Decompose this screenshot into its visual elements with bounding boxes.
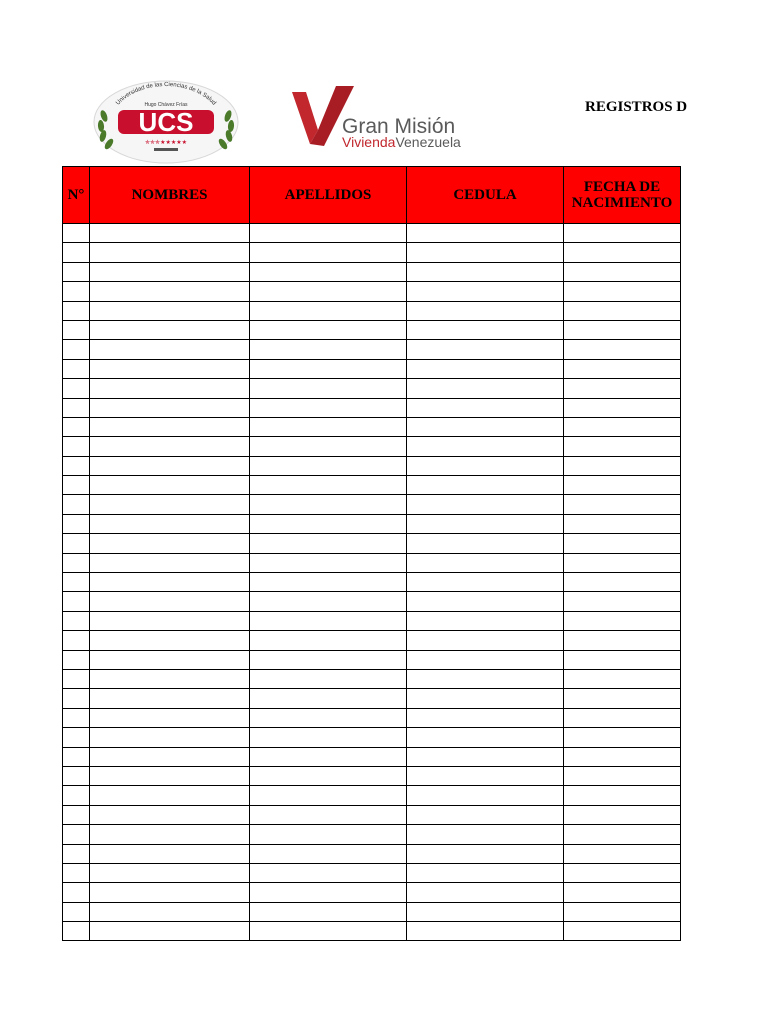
cell-cedula[interactable] bbox=[407, 320, 564, 339]
cell-cedula[interactable] bbox=[407, 534, 564, 553]
cell-cedula[interactable] bbox=[407, 340, 564, 359]
cell-cedula[interactable] bbox=[407, 844, 564, 863]
cell-number[interactable] bbox=[63, 553, 90, 572]
cell-fecha-nacimiento[interactable] bbox=[564, 359, 681, 378]
cell-number[interactable] bbox=[63, 922, 90, 941]
table-row bbox=[63, 611, 681, 630]
table-row bbox=[63, 320, 681, 339]
table-row bbox=[63, 863, 681, 882]
registration-table bbox=[62, 166, 681, 941]
table-row bbox=[63, 476, 681, 495]
cell-apellidos[interactable] bbox=[250, 282, 407, 301]
cell-apellidos[interactable] bbox=[250, 669, 407, 688]
column-header-cedula: CEDULA bbox=[407, 167, 564, 224]
cell-fecha-nacimiento[interactable] bbox=[564, 922, 681, 941]
table-row bbox=[63, 340, 681, 359]
cell-cedula[interactable] bbox=[407, 456, 564, 475]
cell-fecha-nacimiento[interactable] bbox=[564, 805, 681, 824]
ucs-stars-icon: ✯✯✯★★★★★ bbox=[145, 139, 187, 146]
cell-nombres[interactable] bbox=[90, 573, 250, 592]
cell-cedula[interactable] bbox=[407, 262, 564, 281]
cell-apellidos[interactable] bbox=[250, 456, 407, 475]
table-row bbox=[63, 883, 681, 902]
cell-fecha-nacimiento[interactable] bbox=[564, 573, 681, 592]
table-body bbox=[63, 224, 681, 941]
cell-nombres[interactable] bbox=[90, 902, 250, 921]
cell-number[interactable] bbox=[63, 573, 90, 592]
cell-apellidos[interactable] bbox=[250, 766, 407, 785]
cell-cedula[interactable] bbox=[407, 825, 564, 844]
cell-nombres[interactable] bbox=[90, 766, 250, 785]
cell-fecha-nacimiento[interactable] bbox=[564, 456, 681, 475]
cell-cedula[interactable] bbox=[407, 786, 564, 805]
cell-number[interactable] bbox=[63, 282, 90, 301]
cell-fecha-nacimiento[interactable] bbox=[564, 747, 681, 766]
cell-cedula[interactable] bbox=[407, 863, 564, 882]
cell-fecha-nacimiento[interactable] bbox=[564, 495, 681, 514]
table-row bbox=[63, 495, 681, 514]
cell-apellidos[interactable] bbox=[250, 631, 407, 650]
cell-apellidos[interactable] bbox=[250, 883, 407, 902]
cell-fecha-nacimiento[interactable] bbox=[564, 592, 681, 611]
cell-apellidos[interactable] bbox=[250, 534, 407, 553]
cell-number[interactable] bbox=[63, 476, 90, 495]
cell-number[interactable] bbox=[63, 669, 90, 688]
table-row bbox=[63, 805, 681, 824]
cell-number[interactable] bbox=[63, 437, 90, 456]
table-row bbox=[63, 398, 681, 417]
cell-nombres[interactable] bbox=[90, 417, 250, 436]
cell-number[interactable] bbox=[63, 650, 90, 669]
table-row bbox=[63, 514, 681, 533]
cell-number[interactable] bbox=[63, 379, 90, 398]
table-row bbox=[63, 728, 681, 747]
table-row bbox=[63, 282, 681, 301]
cell-cedula[interactable] bbox=[407, 902, 564, 921]
table-row bbox=[63, 534, 681, 553]
table-row bbox=[63, 844, 681, 863]
cell-cedula[interactable] bbox=[407, 669, 564, 688]
ucs-arc-text: Universidad de las Ciencias de la Salud bbox=[115, 81, 217, 107]
cell-cedula[interactable] bbox=[407, 883, 564, 902]
cell-number[interactable] bbox=[63, 805, 90, 824]
cell-fecha-nacimiento[interactable] bbox=[564, 282, 681, 301]
cell-number[interactable] bbox=[63, 301, 90, 320]
cell-apellidos[interactable] bbox=[250, 301, 407, 320]
cell-fecha-nacimiento[interactable] bbox=[564, 786, 681, 805]
cell-apellidos[interactable] bbox=[250, 825, 407, 844]
table-row bbox=[63, 825, 681, 844]
table-row bbox=[63, 379, 681, 398]
cell-apellidos[interactable] bbox=[250, 728, 407, 747]
cell-nombres[interactable] bbox=[90, 611, 250, 630]
cell-fecha-nacimiento[interactable] bbox=[564, 243, 681, 262]
cell-nombres[interactable] bbox=[90, 631, 250, 650]
cell-apellidos[interactable] bbox=[250, 476, 407, 495]
cell-nombres[interactable] bbox=[90, 553, 250, 572]
cell-cedula[interactable] bbox=[407, 437, 564, 456]
cell-cedula[interactable] bbox=[407, 514, 564, 533]
ucs-book-icon bbox=[154, 148, 178, 151]
cell-nombres[interactable] bbox=[90, 805, 250, 824]
table-row bbox=[63, 631, 681, 650]
cell-nombres[interactable] bbox=[90, 728, 250, 747]
table-row bbox=[63, 456, 681, 475]
cell-apellidos[interactable] bbox=[250, 902, 407, 921]
cell-nombres[interactable] bbox=[90, 514, 250, 533]
cell-number[interactable] bbox=[63, 398, 90, 417]
cell-apellidos[interactable] bbox=[250, 359, 407, 378]
cell-fecha-nacimiento[interactable] bbox=[564, 320, 681, 339]
cell-cedula[interactable] bbox=[407, 805, 564, 824]
table-row bbox=[63, 689, 681, 708]
cell-fecha-nacimiento[interactable] bbox=[564, 902, 681, 921]
cell-apellidos[interactable] bbox=[250, 922, 407, 941]
document-title: REGISTROS D bbox=[585, 99, 688, 115]
gmvv-line1: Gran Misión bbox=[342, 115, 456, 138]
cell-apellidos[interactable] bbox=[250, 379, 407, 398]
cell-nombres[interactable] bbox=[90, 592, 250, 611]
cell-nombres[interactable] bbox=[90, 437, 250, 456]
table-row bbox=[63, 922, 681, 941]
gmvv-logo bbox=[288, 82, 478, 152]
cell-fecha-nacimiento[interactable] bbox=[564, 708, 681, 727]
cell-nombres[interactable] bbox=[90, 689, 250, 708]
cell-fecha-nacimiento[interactable] bbox=[564, 398, 681, 417]
cell-apellidos[interactable] bbox=[250, 708, 407, 727]
cell-cedula[interactable] bbox=[407, 747, 564, 766]
cell-nombres[interactable] bbox=[90, 340, 250, 359]
cell-fecha-nacimiento[interactable] bbox=[564, 514, 681, 533]
cell-fecha-nacimiento[interactable] bbox=[564, 476, 681, 495]
cell-number[interactable] bbox=[63, 708, 90, 727]
cell-number[interactable] bbox=[63, 786, 90, 805]
cell-apellidos[interactable] bbox=[250, 863, 407, 882]
cell-nombres[interactable] bbox=[90, 786, 250, 805]
cell-nombres[interactable] bbox=[90, 320, 250, 339]
cell-cedula[interactable] bbox=[407, 359, 564, 378]
cell-number[interactable] bbox=[63, 689, 90, 708]
cell-fecha-nacimiento[interactable] bbox=[564, 417, 681, 436]
cell-fecha-nacimiento[interactable] bbox=[564, 553, 681, 572]
column-header-nombres: NOMBRES bbox=[90, 167, 250, 224]
cell-apellidos[interactable] bbox=[250, 437, 407, 456]
cell-nombres[interactable] bbox=[90, 456, 250, 475]
cell-nombres[interactable] bbox=[90, 398, 250, 417]
cell-fecha-nacimiento[interactable] bbox=[564, 301, 681, 320]
cell-number[interactable] bbox=[63, 534, 90, 553]
cell-number[interactable] bbox=[63, 863, 90, 882]
cell-cedula[interactable] bbox=[407, 398, 564, 417]
table-row bbox=[63, 224, 681, 243]
table-row bbox=[63, 437, 681, 456]
cell-nombres[interactable] bbox=[90, 708, 250, 727]
table-row bbox=[63, 766, 681, 785]
cell-nombres[interactable] bbox=[90, 669, 250, 688]
cell-nombres[interactable] bbox=[90, 282, 250, 301]
cell-nombres[interactable] bbox=[90, 844, 250, 863]
cell-fecha-nacimiento[interactable] bbox=[564, 631, 681, 650]
cell-number[interactable] bbox=[63, 514, 90, 533]
cell-cedula[interactable] bbox=[407, 592, 564, 611]
cell-apellidos[interactable] bbox=[250, 650, 407, 669]
table-row bbox=[63, 708, 681, 727]
cell-apellidos[interactable] bbox=[250, 844, 407, 863]
cell-fecha-nacimiento[interactable] bbox=[564, 883, 681, 902]
table-row bbox=[63, 747, 681, 766]
cell-apellidos[interactable] bbox=[250, 224, 407, 243]
cell-cedula[interactable] bbox=[407, 922, 564, 941]
cell-apellidos[interactable] bbox=[250, 553, 407, 572]
cell-fecha-nacimiento[interactable] bbox=[564, 689, 681, 708]
cell-fecha-nacimiento[interactable] bbox=[564, 766, 681, 785]
cell-fecha-nacimiento[interactable] bbox=[564, 224, 681, 243]
cell-number[interactable] bbox=[63, 902, 90, 921]
cell-number[interactable] bbox=[63, 224, 90, 243]
cell-cedula[interactable] bbox=[407, 224, 564, 243]
cell-nombres[interactable] bbox=[90, 534, 250, 553]
cell-apellidos[interactable] bbox=[250, 243, 407, 262]
cell-number[interactable] bbox=[63, 844, 90, 863]
cell-apellidos[interactable] bbox=[250, 786, 407, 805]
cell-number[interactable] bbox=[63, 320, 90, 339]
cell-number[interactable] bbox=[63, 747, 90, 766]
cell-fecha-nacimiento[interactable] bbox=[564, 669, 681, 688]
cell-nombres[interactable] bbox=[90, 825, 250, 844]
cell-cedula[interactable] bbox=[407, 243, 564, 262]
cell-number[interactable] bbox=[63, 592, 90, 611]
cell-nombres[interactable] bbox=[90, 301, 250, 320]
cell-cedula[interactable] bbox=[407, 282, 564, 301]
cell-number[interactable] bbox=[63, 883, 90, 902]
cell-cedula[interactable] bbox=[407, 650, 564, 669]
cell-number[interactable] bbox=[63, 359, 90, 378]
table-row bbox=[63, 573, 681, 592]
cell-fecha-nacimiento[interactable] bbox=[564, 437, 681, 456]
table-header-row bbox=[63, 167, 681, 224]
table-row bbox=[63, 359, 681, 378]
cell-number[interactable] bbox=[63, 340, 90, 359]
table-row bbox=[63, 786, 681, 805]
cell-nombres[interactable] bbox=[90, 359, 250, 378]
cell-number[interactable] bbox=[63, 456, 90, 475]
table-row bbox=[63, 902, 681, 921]
table-row bbox=[63, 650, 681, 669]
cell-cedula[interactable] bbox=[407, 553, 564, 572]
cell-nombres[interactable] bbox=[90, 262, 250, 281]
column-header-number: N° bbox=[63, 167, 90, 224]
cell-nombres[interactable] bbox=[90, 379, 250, 398]
cell-apellidos[interactable] bbox=[250, 747, 407, 766]
cell-cedula[interactable] bbox=[407, 379, 564, 398]
cell-nombres[interactable] bbox=[90, 883, 250, 902]
cell-apellidos[interactable] bbox=[250, 398, 407, 417]
cell-nombres[interactable] bbox=[90, 495, 250, 514]
column-header-fecha-nacimiento: FECHA DE NACIMIENTO bbox=[564, 167, 681, 224]
cell-fecha-nacimiento[interactable] bbox=[564, 825, 681, 844]
cell-number[interactable] bbox=[63, 495, 90, 514]
cell-nombres[interactable] bbox=[90, 747, 250, 766]
cell-number[interactable] bbox=[63, 243, 90, 262]
ucs-subtitle: Hugo Chávez Frías bbox=[144, 102, 188, 108]
cell-cedula[interactable] bbox=[407, 766, 564, 785]
cell-fecha-nacimiento[interactable] bbox=[564, 728, 681, 747]
cell-nombres[interactable] bbox=[90, 863, 250, 882]
cell-fecha-nacimiento[interactable] bbox=[564, 379, 681, 398]
cell-nombres[interactable] bbox=[90, 224, 250, 243]
cell-cedula[interactable] bbox=[407, 728, 564, 747]
table-row bbox=[63, 262, 681, 281]
table-row bbox=[63, 553, 681, 572]
cell-apellidos[interactable] bbox=[250, 495, 407, 514]
cell-fecha-nacimiento[interactable] bbox=[564, 340, 681, 359]
cell-cedula[interactable] bbox=[407, 301, 564, 320]
cell-cedula[interactable] bbox=[407, 631, 564, 650]
cell-apellidos[interactable] bbox=[250, 417, 407, 436]
cell-cedula[interactable] bbox=[407, 573, 564, 592]
cell-fecha-nacimiento[interactable] bbox=[564, 650, 681, 669]
cell-nombres[interactable] bbox=[90, 476, 250, 495]
gmvv-line2: ViviendaVenezuela bbox=[342, 134, 461, 150]
cell-apellidos[interactable] bbox=[250, 611, 407, 630]
cell-apellidos[interactable] bbox=[250, 340, 407, 359]
table-row bbox=[63, 243, 681, 262]
ucs-logo-text: UCS bbox=[138, 107, 194, 137]
cell-number[interactable] bbox=[63, 766, 90, 785]
cell-apellidos[interactable] bbox=[250, 320, 407, 339]
cell-cedula[interactable] bbox=[407, 611, 564, 630]
ucs-logo bbox=[92, 78, 240, 164]
cell-nombres[interactable] bbox=[90, 650, 250, 669]
cell-fecha-nacimiento[interactable] bbox=[564, 844, 681, 863]
cell-apellidos[interactable] bbox=[250, 262, 407, 281]
cell-apellidos[interactable] bbox=[250, 573, 407, 592]
cell-apellidos[interactable] bbox=[250, 805, 407, 824]
table-row bbox=[63, 592, 681, 611]
cell-number[interactable] bbox=[63, 417, 90, 436]
cell-cedula[interactable] bbox=[407, 495, 564, 514]
cell-cedula[interactable] bbox=[407, 476, 564, 495]
cell-fecha-nacimiento[interactable] bbox=[564, 534, 681, 553]
cell-number[interactable] bbox=[63, 631, 90, 650]
table-row bbox=[63, 669, 681, 688]
cell-number[interactable] bbox=[63, 611, 90, 630]
cell-cedula[interactable] bbox=[407, 689, 564, 708]
table-row bbox=[63, 417, 681, 436]
cell-fecha-nacimiento[interactable] bbox=[564, 611, 681, 630]
cell-number[interactable] bbox=[63, 825, 90, 844]
cell-fecha-nacimiento[interactable] bbox=[564, 863, 681, 882]
cell-number[interactable] bbox=[63, 728, 90, 747]
cell-nombres[interactable] bbox=[90, 922, 250, 941]
cell-apellidos[interactable] bbox=[250, 592, 407, 611]
column-header-apellidos: APELLIDOS bbox=[250, 167, 407, 224]
cell-cedula[interactable] bbox=[407, 417, 564, 436]
cell-number[interactable] bbox=[63, 262, 90, 281]
cell-fecha-nacimiento[interactable] bbox=[564, 262, 681, 281]
cell-apellidos[interactable] bbox=[250, 689, 407, 708]
cell-nombres[interactable] bbox=[90, 243, 250, 262]
table-row bbox=[63, 301, 681, 320]
cell-cedula[interactable] bbox=[407, 708, 564, 727]
cell-apellidos[interactable] bbox=[250, 514, 407, 533]
